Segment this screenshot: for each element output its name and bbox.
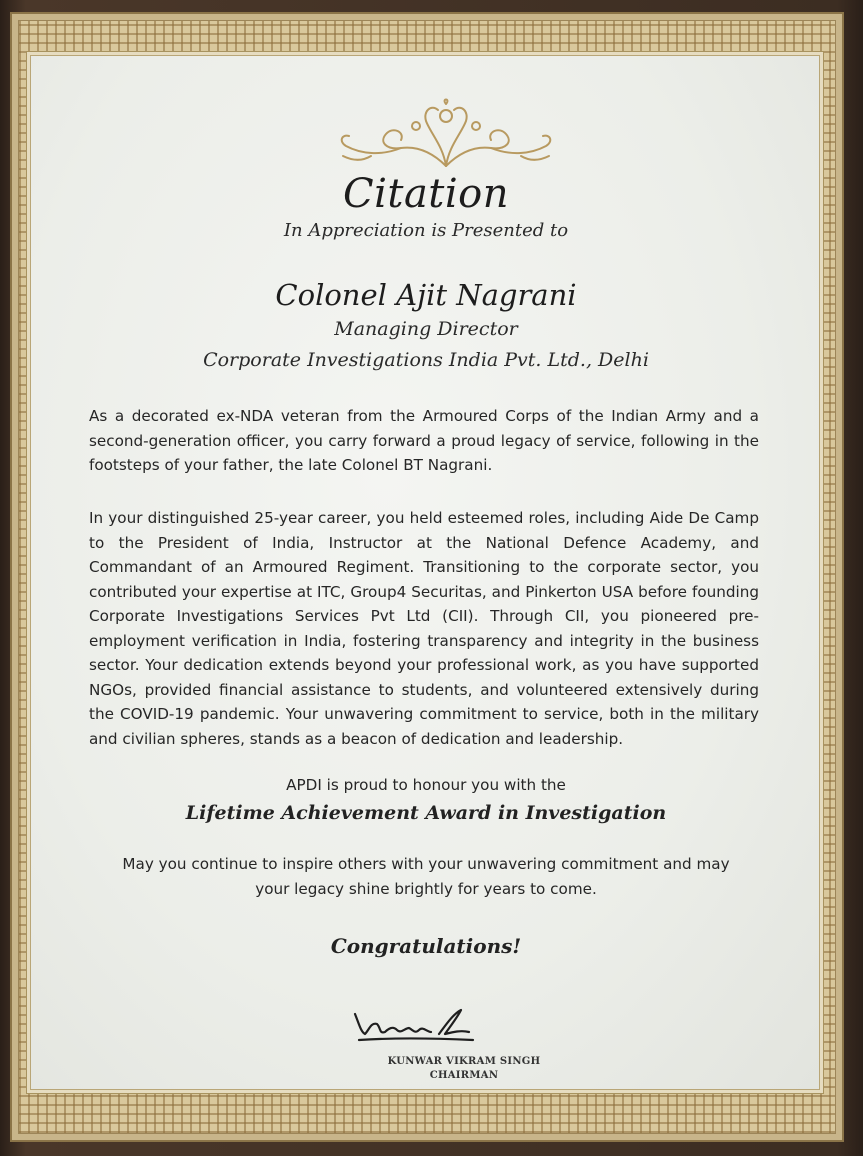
closing-line-2: your legacy shine brightly for years to come. (255, 880, 597, 898)
recipient-role: Managing Director (334, 318, 518, 340)
citation-title: Citation (342, 171, 510, 217)
citation-paragraph-2: In your distinguished 25-year career, you held esteemed roles, including Aide De Camp to the President of India, Instructor at the National Defence Academy, and Commandant of an Armoured Regiment. Transitioning to the corporate sector, you contributed your expertise at ITC, Group4 Securitas, and Pinkerton USA before founding Corporate Investigations Services Pvt Ltd (CII). Through CII, you pioneered pre-employment verification in India, fostering transparency and integrity in the business sector. Your dedication extends beyond your professional work, as you have supported NGOs, provided financial assistance to students, and volunteered extensively during the COVID-19 pandemic. Your unwavering commitment to service, both in the military and civilian spheres, stands as a beacon of dedication and leadership. (89, 509, 759, 748)
honour-line: APDI is proud to honour you with the (286, 776, 566, 794)
closing-line-1: May you continue to inspire others with your unwavering commitment and may (122, 855, 730, 873)
award-name: Lifetime Achievement Award in Investigation (185, 802, 667, 824)
congratulations-text: Congratulations! (330, 934, 522, 958)
closing-message (31, 852, 821, 902)
recipient-company: Corporate Investigations India Pvt. Ltd., Delhi (203, 349, 649, 371)
citation-subtitle: In Appreciation is Presented to (283, 220, 569, 241)
filigree-ornament-icon (331, 96, 561, 171)
recipient-name: Colonel Ajit Nagrani (275, 278, 577, 312)
signatory-title: CHAIRMAN (429, 1070, 499, 1081)
handwritten-signature-icon (349, 1004, 479, 1046)
citation-paragraph-1: As a decorated ex-NDA veteran from the Armoured Corps of the Indian Army and a second-generation officer, you carry forward a proud legacy of service, following in the footsteps of your father, the late Colonel BT Nagrani. (89, 407, 759, 474)
citation-paper (30, 55, 820, 1090)
signatory-name: KUNWAR VIKRAM SINGH (387, 1056, 541, 1067)
